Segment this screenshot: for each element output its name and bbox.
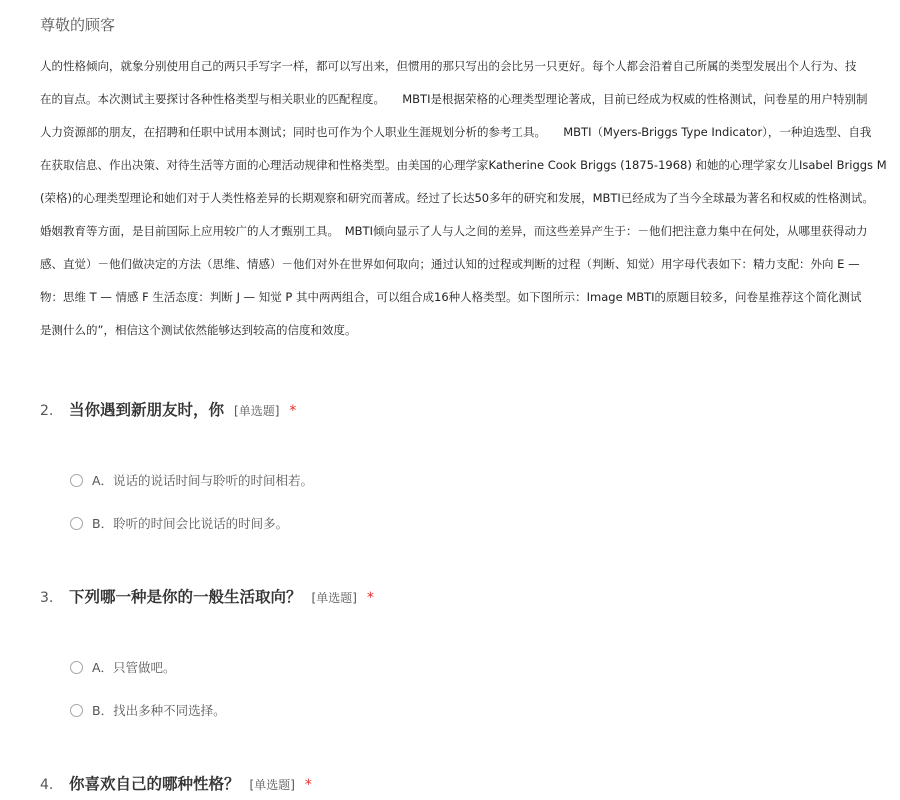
question-text: 你喜欢自己的哪种性格？: [69, 774, 240, 793]
intro-line: 是测什么的”，相信这个测试依然能够达到较高的信度和效度。: [40, 323, 357, 337]
intro-line: 人力资源部的朋友，在招聘和任职中试用本测试；同时也可作为个人职业生涯规划分析的参考工具。 MBTI（Myers-Briggs Type Indicator），一种迫选型、自我: [40, 125, 872, 139]
option-label[interactable]: A．只管做吧。: [92, 660, 176, 675]
option-label[interactable]: B．找出多种不同选择。: [92, 703, 226, 718]
question-title-row: [40, 396, 900, 424]
question-2: [40, 396, 900, 536]
intro-line: 物：思维 T — 情感 F 生活态度：判断 J — 知觉 P 其中两两组合，可以组合成16种人格类型。如下图所示：Image MBTI的原题目较多，问卷星推荐这个简化测试: [40, 290, 862, 304]
radio-icon[interactable]: [70, 474, 83, 487]
option-3b[interactable]: [70, 699, 226, 721]
option-3a[interactable]: [70, 656, 176, 678]
intro-line: 在的盲点。本次测试主要探讨各种性格类型与相关职业的匹配程度。 MBTI是根据荣格的心理类型理论著成，目前已经成为权威的性格测试，问卷星的用户特别制: [40, 92, 868, 106]
required-marker: *: [304, 777, 312, 793]
option-2b[interactable]: [70, 512, 288, 534]
question-4: [40, 770, 900, 800]
question-3: [40, 583, 900, 723]
intro-line: 人的性格倾向，就象分别使用自己的两只手写字一样，都可以写出来，但惯用的那只写出的会比另一只更好。每个人都会沿着自己所属的类型发展出个人行为、技: [40, 59, 857, 73]
intro-line: 在获取信息、作出决策、对待生活等方面的心理活动规律和性格类型。由美国的心理学家Katherine Cook Briggs (1875-1968) 和她的心理学家女儿Isabel Briggs M: [40, 158, 887, 172]
question-number: 4.: [40, 777, 54, 793]
question-number: 2.: [40, 403, 54, 419]
greeting-heading: 尊敬的顾客: [40, 16, 116, 34]
intro-line: (荣格)的心理类型理论和她们对于人类性格差异的长期观察和研究而著成。经过了长达50多年的研究和发展，MBTI已经成为了当今全球最为著名和权威的性格测试。: [40, 191, 874, 205]
survey-intro: [40, 52, 900, 349]
question-number: 3.: [40, 590, 54, 606]
option-2a[interactable]: [70, 469, 313, 491]
intro-line: 感、直觉）－他们做决定的方法（思维、情感）－他们对外在世界如何取向；通过认知的过程或判断的过程（判断、知觉）用字母代表如下：精力支配：外向 E —: [40, 257, 860, 271]
radio-icon[interactable]: [70, 661, 83, 674]
radio-icon[interactable]: [70, 704, 83, 717]
question-text: 下列哪一种是你的一般生活取向？: [69, 587, 302, 606]
radio-icon[interactable]: [70, 517, 83, 530]
intro-line: 婚姻教育等方面，是目前国际上应用较广的人才甄别工具。 MBTI倾向显示了人与人之间的差异，而这些差异产生于：－他们把注意力集中在何处，从哪里获得动力: [40, 224, 868, 238]
question-type-tag: [单选题]: [249, 778, 295, 792]
option-label[interactable]: A．说话的说话时间与聆听的时间相若。: [92, 473, 314, 488]
question-title-row: [40, 583, 900, 611]
question-text: 当你遇到新朋友时，你: [69, 400, 225, 419]
required-marker: *: [366, 590, 374, 606]
question-type-tag: [单选题]: [311, 591, 357, 605]
required-marker: *: [289, 403, 297, 419]
question-type-tag: [单选题]: [234, 404, 280, 418]
question-title-row: [40, 770, 900, 798]
option-label[interactable]: B．聆听的时间会比说话的时间多。: [92, 516, 289, 531]
